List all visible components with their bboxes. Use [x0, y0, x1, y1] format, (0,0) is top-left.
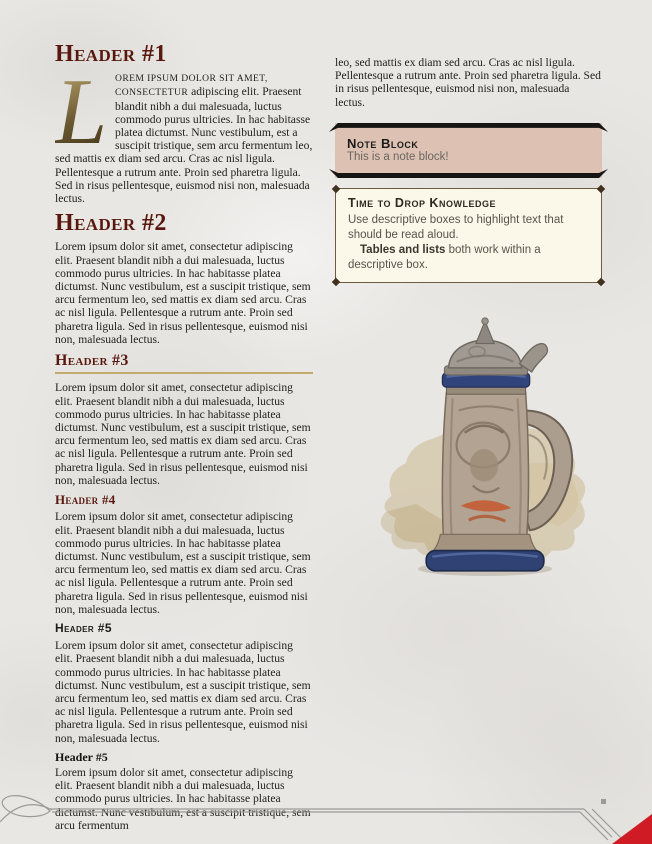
- descriptive-title: Time to Drop Knowledge: [348, 195, 496, 210]
- footer-ornament: [0, 792, 652, 844]
- header-2: Header #2: [55, 210, 167, 237]
- paragraph-6-truncated: Lorem ipsum dolor sit amet, consectetur adipiscing elit. Praesent blandit nibh a dui malesuada, luctus commodo purus ultricies. In hac habitasse platea dictumst. Nunc vestibulum, est a suscipit tristique, sem arcu fermentum: [55, 765, 311, 832]
- paragraph-lead: [55, 60, 313, 206]
- corner-diamond-icon: [597, 185, 605, 193]
- header-1: Header #1: [55, 41, 167, 67]
- descriptive-line2-bold: Tables and lists: [360, 243, 446, 256]
- descriptive-line2-rest: both work within a descriptive box.: [348, 243, 541, 271]
- right-column: [335, 42, 602, 838]
- paragraph-4: Lorem ipsum dolor sit amet, consectetur adipiscing elit. Praesent blandit nibh a dui malesuada, luctus commodo purus ultricies. In hac habitasse platea dictumst. Nunc vestibulum, est a suscipit tristique, sem arcu fermentum leo, sed mattis ex diam sed arcu. Cras ac nisl ligula. Pellentesque a rutrum ante. Proin sed pharetra ligula. Sed in risus pellentesque, euismod nisi non, malesuada lectus.: [55, 510, 311, 616]
- paragraph-5: Lorem ipsum dolor sit amet, consectetur adipiscing elit. Praesent blandit nibh a dui malesuada, luctus commodo purus ultricies. In hac habitasse platea dictumst. Nunc vestibulum, est a suscipit tristique, sem arcu fermentum leo, sed mattis ex diam sed arcu. Cras ac nisl ligula. Pellentesque a rutrum ante. Proin sed pharetra ligula. Sed in risus pellentesque, euismod nisi non, malesuada lectus.: [55, 639, 311, 745]
- paragraph-3: Lorem ipsum dolor sit amet, consectetur adipiscing elit. Praesent blandit nibh a dui malesuada, luctus commodo purus ultricies. In hac habitasse platea dictumst. Nunc vestibulum, est a suscipit tristique, sem arcu fermentum leo, sed mattis ex diam sed arcu. Cras ac nisl ligula. Pellentesque a rutrum ante. Proin sed pharetra ligula. Sed in risus pellentesque, euismod nisi non, malesuada lectus.: [55, 381, 311, 487]
- descriptive-line2: [348, 243, 589, 273]
- two-column-content: [55, 42, 602, 838]
- lead-smallcaps-text: OREM IPSUM DOLOR SIT AMET, CONSECTETUR: [115, 73, 268, 99]
- descriptive-line1: Use descriptive boxes to highlight text that should be read aloud.: [348, 213, 564, 241]
- descriptive-box: [335, 188, 602, 283]
- footer-dot: [601, 799, 606, 804]
- footer-red-triangle: [612, 814, 652, 844]
- note-block: [335, 123, 602, 178]
- lead-body-text: adipiscing elit. Praesent blandit nibh a dui malesuada, luctus commodo purus ultricies. In hac habitasse platea dictumst. Nunc vestibulum, est a suscipit tristique, sem arcu fermentum leo, sed mattis ex diam sed arcu. Cras ac nisl ligula. Pellentesque a rutrum ante. Proin sed pharetra ligula. Sed in risus pellentesque, euismod nisi non, malesuada lectus.: [55, 85, 313, 206]
- beer-stein-illustration: [369, 313, 597, 579]
- note-content: [335, 132, 602, 169]
- header-5: Header #5: [55, 620, 112, 635]
- header-5-bold: Header #5: [55, 749, 108, 764]
- left-column: [55, 42, 313, 838]
- corner-diamond-icon: [332, 185, 340, 193]
- note-bottom-bar: [329, 169, 608, 178]
- paragraph-2: Lorem ipsum dolor sit amet, consectetur adipiscing elit. Praesent blandit nibh a dui malesuada, luctus commodo purus ultricies. In hac habitasse platea dictumst. Nunc vestibulum, est a suscipit tristique, sem arcu fermentum leo, sed mattis ex diam sed arcu. Cras ac nisl ligula. Pellentesque a rutrum ante. Proin sed pharetra ligula. Sed in risus pellentesque, euismod nisi non, malesuada lectus.: [55, 240, 311, 346]
- paragraph-continuation: leo, sed mattis ex diam sed arcu. Cras ac nisl ligula. Pellentesque a rutrum ante. Proin sed pharetra ligula. Sed in risus pellentesque, euismod nisi non, malesuada lectus.: [335, 56, 601, 109]
- header-4: Header #4: [55, 492, 116, 508]
- corner-diamond-icon: [332, 278, 340, 286]
- note-title: Note Block: [347, 135, 419, 151]
- note-top-bar: [329, 123, 608, 132]
- dropcap-letter: L: [55, 75, 111, 149]
- header-3: Header #3: [55, 352, 313, 374]
- note-body: This is a note block!: [347, 150, 449, 163]
- corner-diamond-icon: [597, 278, 605, 286]
